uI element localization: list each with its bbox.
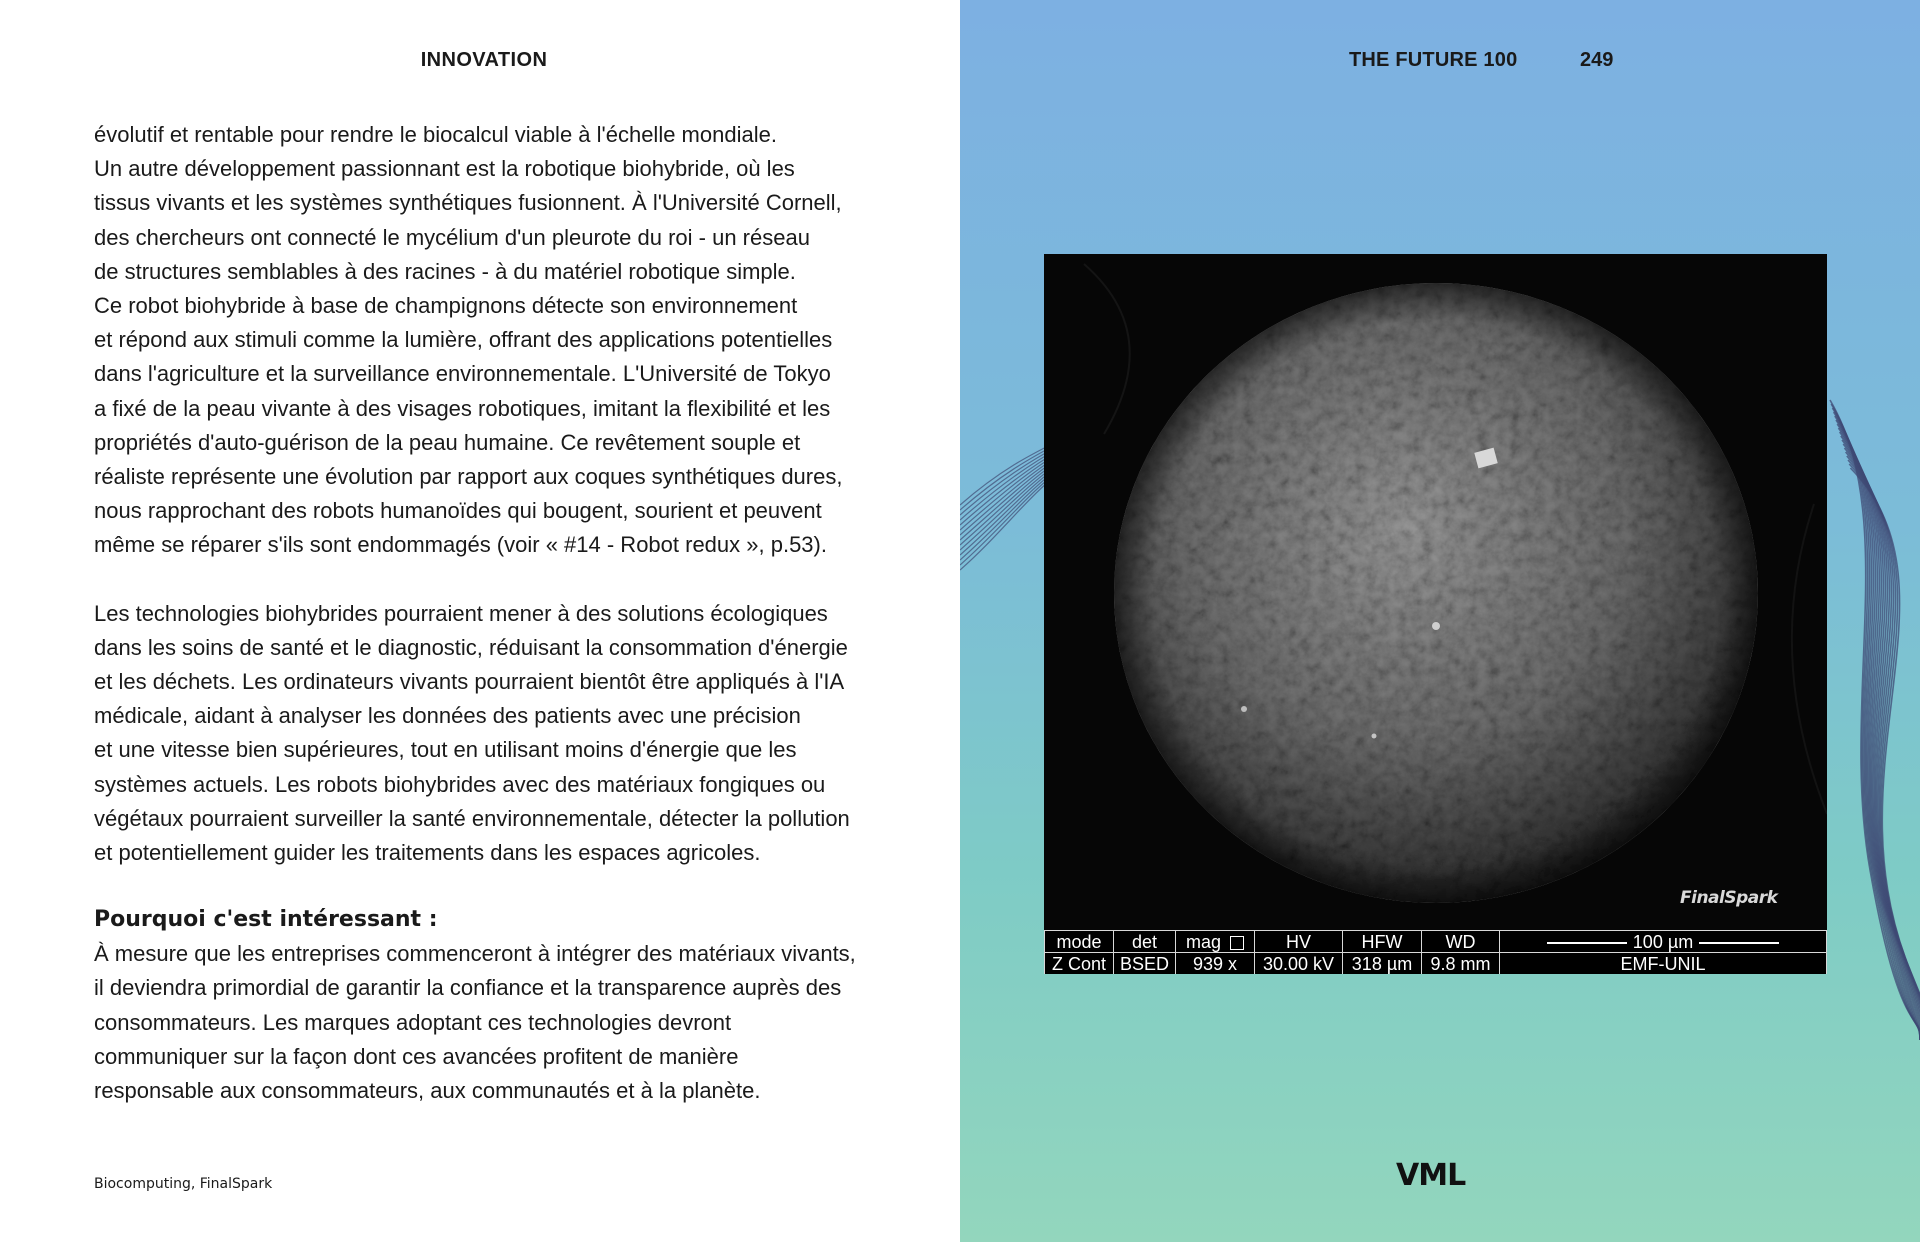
- text-line: nous rapprochant des robots humanoïdes qui bougent, sourient et peuvent: [94, 498, 822, 524]
- facility-label: EMF-UNIL: [1500, 953, 1827, 975]
- square-icon: [1230, 936, 1244, 950]
- scale-bar: 100 µm: [1500, 931, 1827, 953]
- image-caption: Biocomputing, FinalSpark: [94, 1176, 273, 1192]
- wd-label: WD: [1422, 931, 1500, 953]
- mode-value: Z Cont: [1045, 953, 1114, 975]
- subheading: Pourquoi c'est intéressant :: [94, 907, 438, 933]
- sem-micrograph: [1044, 254, 1827, 974]
- right-page: [960, 0, 1920, 1242]
- vml-logo: VML: [1396, 1158, 1466, 1193]
- scale-bar-line: [1699, 942, 1779, 944]
- hv-value: 30.00 kV: [1255, 953, 1343, 975]
- article-body: [94, 118, 894, 1108]
- text-line: réaliste représente une évolution par rapport aux coques synthétiques dures,: [94, 464, 843, 490]
- det-value: BSED: [1114, 953, 1176, 975]
- text-line: de structures semblables à des racines - à du matériel robotique simple.: [94, 258, 796, 284]
- text-line: dans les soins de santé et le diagnostic, réduisant la consommation d'énergie: [94, 634, 848, 660]
- mode-label: mode: [1045, 931, 1114, 953]
- microsphere-image: [1044, 254, 1827, 930]
- text-line: tissus vivants et les systèmes synthétiques fusionnent. À l'Université Cornell,: [94, 190, 842, 216]
- text-line: Un autre développement passionnant est la robotique biohybride, où les: [94, 156, 795, 182]
- text-line: communiquer sur la façon dont ces avancées profitent de manière: [94, 1043, 739, 1069]
- text-line: des chercheurs ont connecté le mycélium d'un pleurote du roi - un réseau: [94, 224, 810, 250]
- paragraph-1: [94, 118, 894, 563]
- sem-parameters-table: [1044, 930, 1827, 974]
- page-number: 249: [1580, 49, 1614, 71]
- mag-value: 939 x: [1176, 953, 1255, 975]
- text-line: dans l'agriculture et la surveillance environnementale. L'Université de Tokyo: [94, 361, 831, 387]
- text-line: propriétés d'auto-guérison de la peau humaine. Ce revêtement souple et: [94, 429, 801, 455]
- text-line: même se réparer s'ils sont endommagés (voir « #14 - Robot redux », p.53).: [94, 532, 827, 558]
- wd-value: 9.8 mm: [1422, 953, 1500, 975]
- text-line: médicale, aidant à analyser les données des patients avec une précision: [94, 703, 801, 729]
- text-line: et répond aux stimuli comme la lumière, offrant des applications potentielles: [94, 327, 833, 353]
- paragraph-3: [94, 937, 894, 1108]
- hv-label: HV: [1255, 931, 1343, 953]
- section-header: INNOVATION: [420, 49, 548, 71]
- finalspark-watermark: FinalSpark: [1680, 888, 1778, 908]
- text-line: Les technologies biohybrides pourraient mener à des solutions écologiques: [94, 600, 828, 626]
- text-line: Ce robot biohybride à base de champignons détecte son environnement: [94, 293, 798, 319]
- hfw-label: HFW: [1343, 931, 1422, 953]
- det-label: det: [1114, 931, 1176, 953]
- text-line: À mesure que les entreprises commenceront à intégrer des matériaux vivants,: [94, 941, 856, 967]
- mag-label: mag: [1176, 931, 1255, 953]
- text-line: il deviendra primordial de garantir la confiance et la transparence auprès des: [94, 975, 842, 1001]
- header-title: THE FUTURE 100: [1349, 49, 1518, 71]
- text-line: consommateurs. Les marques adoptant ces technologies devront: [94, 1009, 732, 1035]
- text-line: a fixé de la peau vivante à des visages robotiques, imitant la flexibilité et les: [94, 395, 831, 421]
- hfw-value: 318 µm: [1343, 953, 1422, 975]
- text-line: évolutif et rentable pour rendre le biocalcul viable à l'échelle mondiale.: [94, 122, 777, 147]
- text-line: et les déchets. Les ordinateurs vivants pourraient bientôt être appliqués à l'IA: [94, 669, 845, 695]
- text-line: et potentiellement guider les traitements dans les espaces agricoles.: [94, 840, 761, 866]
- paragraph-2: [94, 597, 894, 871]
- text-line: systèmes actuels. Les robots biohybrides avec des matériaux fongiques ou: [94, 771, 826, 797]
- scale-bar-line: [1547, 942, 1627, 944]
- text-line: et une vitesse bien supérieures, tout en utilisant moins d'énergie que les: [94, 737, 797, 763]
- text-line: responsable aux consommateurs, aux communautés et à la planète.: [94, 1078, 761, 1104]
- text-line: végétaux pourraient surveiller la santé environnementale, détecter la pollution: [94, 805, 850, 831]
